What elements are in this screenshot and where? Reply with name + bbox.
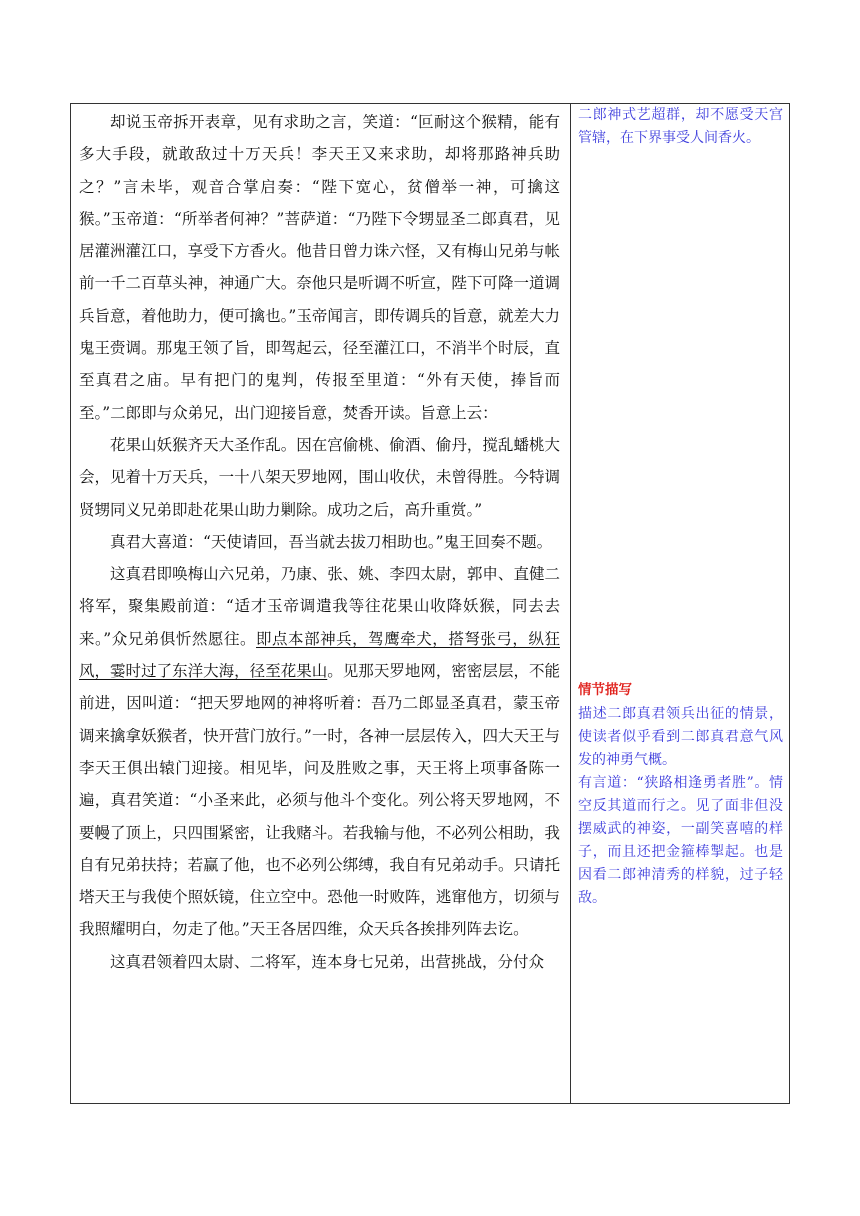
note-3: 有言道：“狭路相逢勇者胜”。情空反其道而行之。见了面非但没摆威武的神姿，一副笑喜嘻的样子，而且还把金箍棒掣起。也是因看二郎神清秀的样貌，过子轻敌。 bbox=[578, 775, 783, 906]
paragraph-4 bbox=[79, 558, 560, 946]
notes-spacer bbox=[578, 150, 783, 679]
paragraph-4-rest: 。见那天罗地网，密密层层，不能前进，因叫道：“把天罗地网的神将听着：吾乃二郎显圣真君，蒙玉帝调来擒拿妖猴者，快开营门放行。”一时，各神一层层传入，四大天王与李天王俱出辕门迎接。相见毕，问及胜败之事，天王将上项事备陈一遍，真君笑道：“小圣来此，必须与他斗个变化。列公将天罗地网，不要幔了顶上，只四围紧密，让我赌斗。若我输与他，不必列公相助，我自有兄弟扶持；若赢了他，也不必列公绑缚，我自有兄弟动手。只请托塔天王与我使个照妖镜，住立空中。恐他一时败阵，逃窜他方，切须与我照耀明白，勿走了他。”天王各居四维，众天兵各挨排列阵去讫。 bbox=[79, 662, 560, 939]
paragraph-5: 这真君领着四太尉、二将军，连本身七兄弟，出营挑战，分付众 bbox=[110, 952, 545, 971]
underlined-passage: 即点本部神兵，驾鹰牵犬，搭弩张弓，纵狂风，霎时过了东洋大海，径至花果山 bbox=[79, 629, 560, 681]
annotation-table bbox=[70, 103, 790, 1104]
paragraph-1: 却说玉帝拆开表章，见有求助之言，笑道：“叵耐这个猴精，能有多大手段，就敢敌过十万天兵！李天王又来求助，却将那路神兵助之？”言未毕，观音合掌启奏：“陛下宽心，贫僧举一神，可擒这猴。”玉帝道：“所举者何神？”菩萨道：“乃陛下令甥显圣二郎真君，见居灌洲灌江口，享受下方香火。他昔日曾力诛六怪，又有梅山兄弟与帐前一千二百草头神，神通广大。奈他只是听调不听宣，陛下可降一道调兵旨意，着他助力，便可擒也。”玉帝闻言，即传调兵的旨意，就差大力鬼王赍调。那鬼王领了旨，即驾起云，径至灌江口，不消半个时辰，直至真君之庙。早有把门的鬼判，传报至里道：“外有天使，捧旨而至。”二郎即与众弟兄，出门迎接旨意，焚香开读。旨意上云： bbox=[79, 113, 560, 422]
paragraph-2: 花果山妖猴齐天大圣作乱。因在宫偷桃、偷酒、偷丹，搅乱蟠桃大会，见着十万天兵，一十八架天罗地网，围山收伏，未曾得胜。今特调贤甥同义兄弟即赴花果山助力剿除。成功之后，高升重赏。” bbox=[79, 435, 560, 519]
paragraph-4-start: 这真君即唤梅山六兄弟，乃康、张、姚、李四太尉，郭申、直健二将军，聚集殿前道：“适才玉帝调遣我等往花果山收降妖猴，同去去来。”众兄弟俱忻然愿往。 bbox=[79, 565, 560, 648]
notes-column bbox=[571, 104, 789, 1103]
note-2: 描述二郎真君领兵出征的情景，使读者似乎看到二郎真君意气风发的神勇气概。 bbox=[578, 706, 783, 768]
paragraph-3: 真君大喜道：“天使请回，吾当就去拔刀相助也。”鬼王回奏不题。 bbox=[110, 532, 553, 551]
note-title: 情节描写 bbox=[578, 682, 632, 698]
text-column bbox=[71, 104, 571, 1103]
note-1: 二郎神式艺超群，却不愿受天宫管辖，在下界事受人间香火。 bbox=[578, 107, 783, 146]
